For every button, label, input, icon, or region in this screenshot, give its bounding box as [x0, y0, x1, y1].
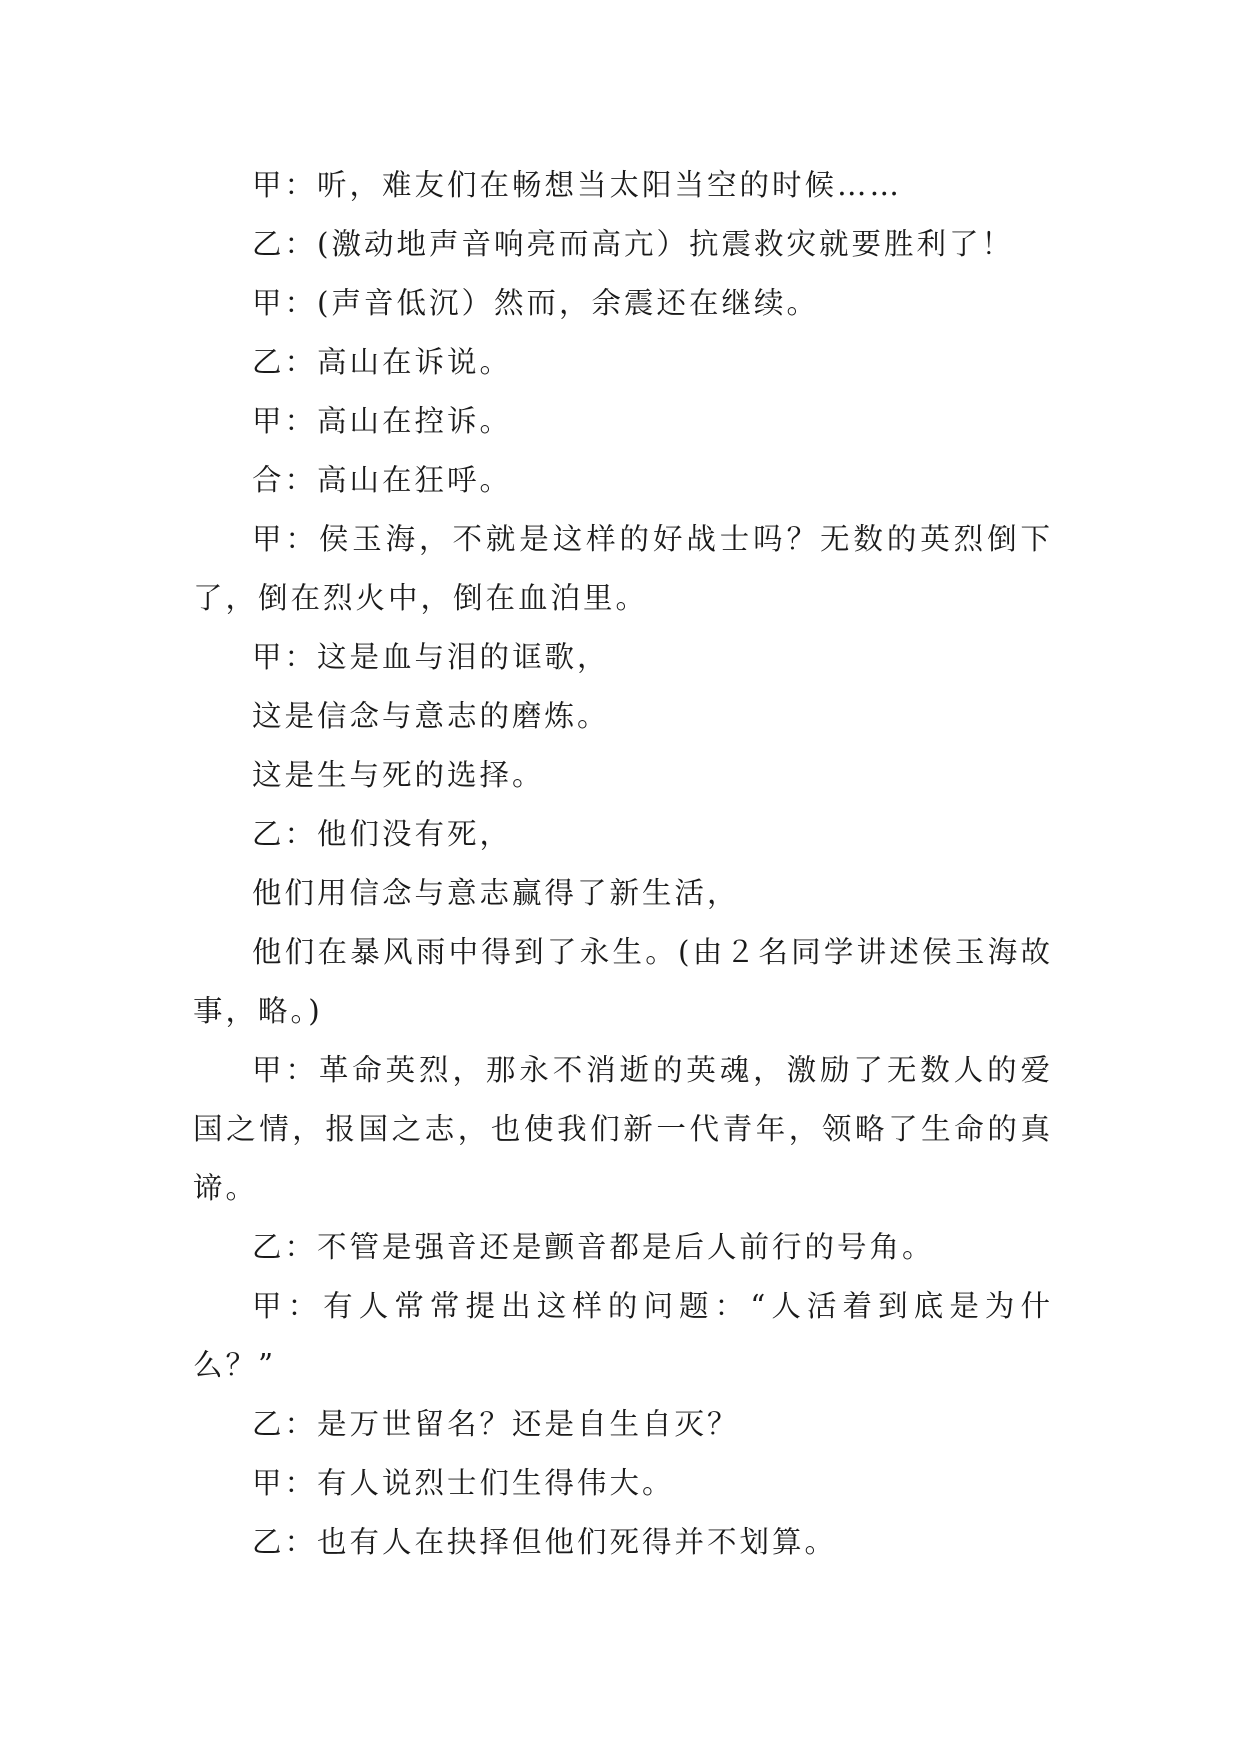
dialogue-line: 乙：也有人在抉择但他们死得并不划算。: [252, 1525, 838, 1559]
dialogue-line: 乙：高山在诉说。: [252, 345, 513, 379]
verse-line: 他们在暴风雨中得到了永生。(由２名同学讲述侯玉海故事，略。): [193, 935, 1053, 1028]
verse-line: 这是信念与意志的磨炼。: [252, 699, 610, 733]
dialogue-line: 乙：(激动地声音响亮而高亢）抗震救灾就要胜利了！: [252, 227, 1015, 261]
dialogue-line: 甲：有人说烈士们生得伟大。: [252, 1466, 675, 1500]
dialogue-line: 甲：高山在控诉。: [252, 404, 513, 438]
dialogue-line: 合：高山在狂呼。: [252, 463, 513, 497]
verse-line: 这是生与死的选择。: [252, 758, 545, 792]
dialogue-line: 乙：他们没有死，: [252, 817, 513, 851]
dialogue-line: 甲：听，难友们在畅想当太阳当空的时候……: [252, 168, 903, 202]
dialogue-line: 乙：不管是强音还是颤音都是后人前行的号角。: [252, 1230, 935, 1264]
document-page: [193, 156, 1053, 1572]
dialogue-line: 甲：侯玉海，不就是这样的好战士吗？无数的英烈倒下了，倒在烈火中，倒在血泊里。: [193, 522, 1053, 615]
verse-line: 他们用信念与意志赢得了新生活，: [252, 876, 740, 910]
dialogue-line: 甲：这是血与泪的诓歌，: [252, 640, 610, 674]
dialogue-line: 甲：(声音低沉）然而，余震还在继续。: [252, 286, 820, 320]
dialogue-line: 乙：是万世留名？还是自生自灭？: [252, 1407, 740, 1441]
dialogue-line: 甲：有人常常提出这样的问题：“人活着到底是为什么？”: [193, 1289, 1053, 1382]
dialogue-line: 甲：革命英烈，那永不消逝的英魂，激励了无数人的爱国之情，报国之志，也使我们新一代青年，领略了生命的真谛。: [193, 1053, 1053, 1205]
